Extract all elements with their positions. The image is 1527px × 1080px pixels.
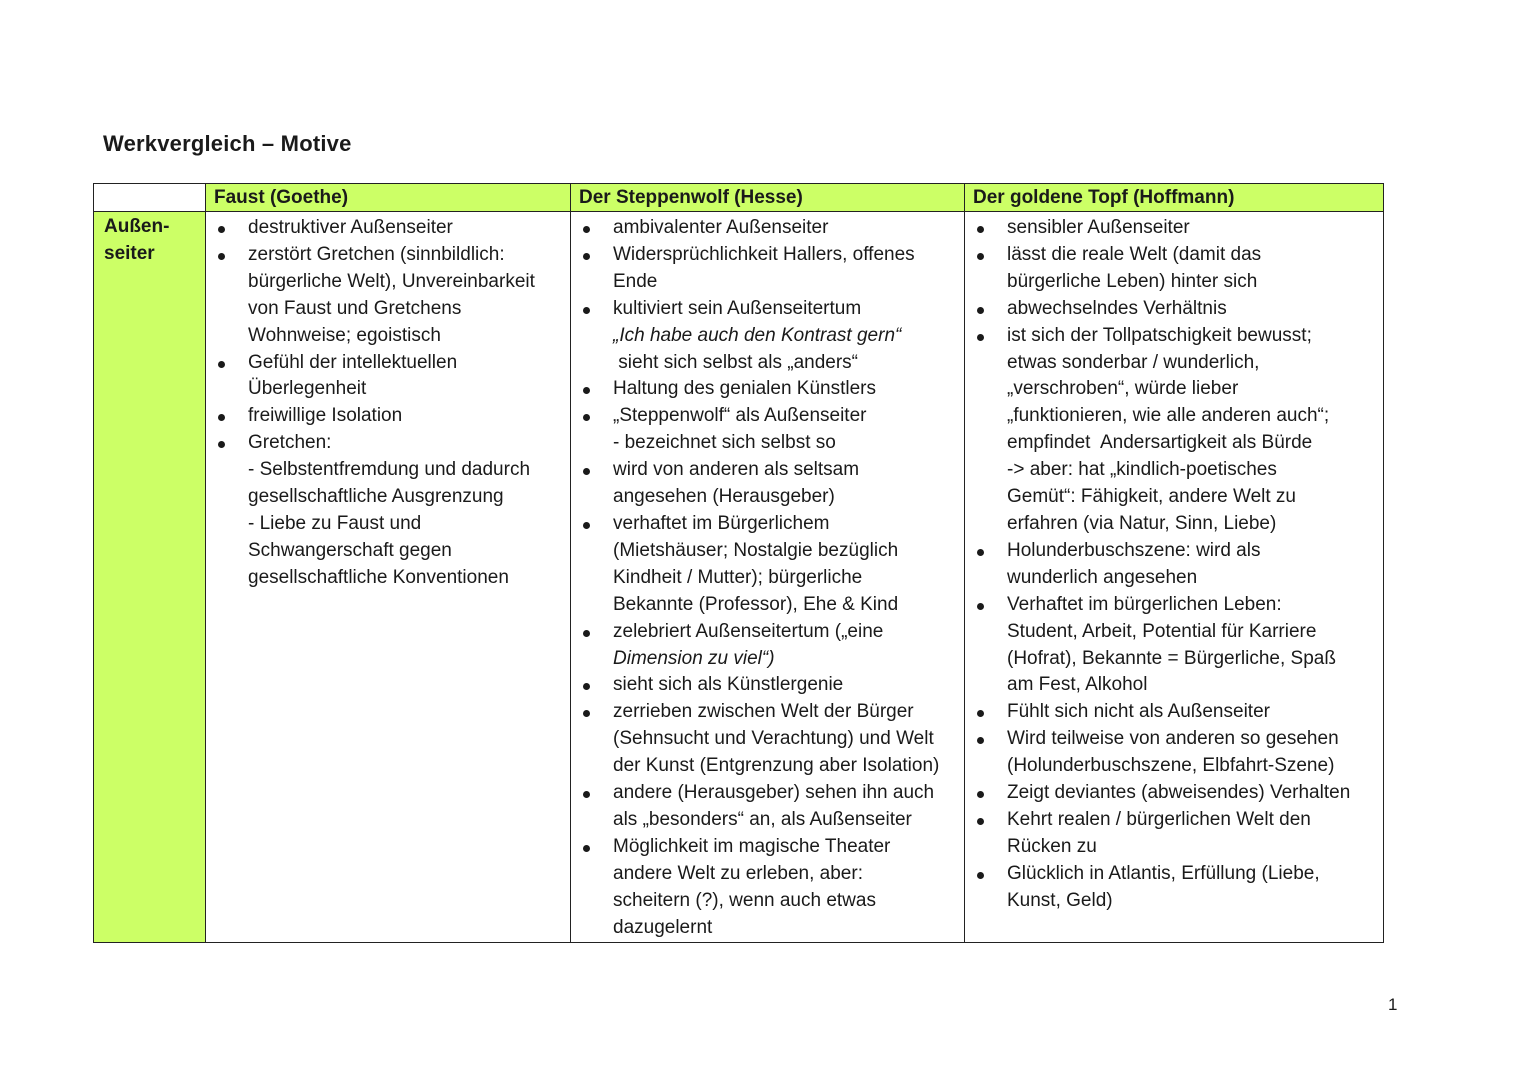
bullet-icon bbox=[583, 387, 590, 394]
line: Student, Arbeit, Potential für Karriere bbox=[1007, 620, 1317, 642]
list-item bbox=[579, 457, 960, 511]
bullet-list-goldene-topf bbox=[973, 215, 1379, 915]
bullet-icon bbox=[977, 307, 984, 314]
bullet-icon bbox=[977, 710, 984, 717]
list-item bbox=[579, 215, 960, 242]
corner-cell bbox=[94, 184, 206, 212]
line: - Selbstentfremdung und dadurch bbox=[248, 459, 531, 481]
line: gesellschaftliche Konventionen bbox=[248, 566, 509, 588]
bullet-icon bbox=[977, 603, 984, 610]
line: Glücklich in Atlantis, Erfüllung (Liebe, bbox=[1007, 862, 1320, 884]
line: gesellschaftliche Ausgrenzung bbox=[248, 486, 504, 508]
line: wird von anderen als seltsam bbox=[613, 459, 860, 481]
list-item bbox=[973, 807, 1379, 861]
list-item bbox=[973, 699, 1379, 726]
line: „funktionieren, wie alle anderen auch“; bbox=[1007, 405, 1330, 427]
line: Haltung des genialen Künstlers bbox=[613, 378, 877, 400]
bullet-icon bbox=[583, 307, 590, 314]
line: empfindet Andersartigkeit als Bürde bbox=[1007, 432, 1313, 454]
row-label-line: seiter bbox=[104, 242, 155, 264]
list-item bbox=[973, 215, 1379, 242]
line: angesehen (Herausgeber) bbox=[613, 486, 835, 508]
line: Ende bbox=[613, 270, 658, 292]
line: bürgerliche Leben) hinter sich bbox=[1007, 270, 1258, 292]
line: verhaftet im Bürgerlichem bbox=[613, 512, 830, 534]
header-goldene-topf: Der goldene Topf (Hoffmann) bbox=[965, 184, 1384, 212]
list-item bbox=[579, 619, 960, 673]
line: Holunderbuschszene: wird als bbox=[1007, 539, 1261, 561]
line: zelebriert Außenseitertum („eine bbox=[613, 620, 884, 642]
cell-goldene-topf bbox=[965, 212, 1384, 943]
line: (Holunderbuschszene, Elbfahrt-Szene) bbox=[1007, 755, 1335, 777]
list-item bbox=[579, 403, 960, 457]
line: ist sich der Tollpatschigkeit bewusst; bbox=[1007, 324, 1312, 346]
line: Kehrt realen / bürgerlichen Welt den bbox=[1007, 808, 1311, 830]
cell-steppenwolf bbox=[571, 212, 965, 943]
line: lässt die reale Welt (damit das bbox=[1007, 243, 1262, 265]
bullet-icon bbox=[583, 791, 590, 798]
line: von Faust und Gretchens bbox=[248, 297, 462, 319]
bullet-icon bbox=[977, 549, 984, 556]
list-item bbox=[579, 296, 960, 377]
list-item bbox=[214, 242, 566, 350]
list-item bbox=[973, 861, 1379, 915]
page-title: Werkvergleich – Motive bbox=[103, 131, 352, 156]
line: Gemüt“: Fähigkeit, andere Welt zu bbox=[1007, 486, 1296, 508]
list-item bbox=[973, 242, 1379, 296]
row-label-line: Außen- bbox=[104, 216, 170, 237]
bullet-icon bbox=[977, 737, 984, 744]
bullet-icon bbox=[977, 818, 984, 825]
bullet-list-steppenwolf bbox=[579, 215, 960, 941]
list-item bbox=[579, 834, 960, 942]
line: bürgerliche Welt), Unvereinbarkeit bbox=[248, 270, 535, 292]
line: Wird teilweise von anderen so gesehen bbox=[1007, 728, 1339, 750]
list-item bbox=[214, 350, 566, 404]
list-item bbox=[214, 403, 566, 430]
line: sieht sich selbst als „anders“ bbox=[613, 351, 858, 373]
line: Überlegenheit bbox=[248, 378, 367, 400]
line: (Hofrat), Bekannte = Bürgerliche, Spaß bbox=[1007, 647, 1336, 669]
line: am Fest, Alkohol bbox=[1007, 674, 1148, 696]
bullet-icon bbox=[583, 845, 590, 852]
line: abwechselndes Verhältnis bbox=[1007, 297, 1227, 319]
line: andere (Herausgeber) sehen ihn auch bbox=[613, 782, 935, 804]
line: -> aber: hat „kindlich-poetisches bbox=[1007, 459, 1277, 481]
bullet-icon bbox=[977, 791, 984, 798]
bullet-icon bbox=[583, 253, 590, 260]
bullet-list-faust bbox=[214, 215, 566, 592]
line: etwas sonderbar / wunderlich, bbox=[1007, 351, 1260, 373]
bullet-icon bbox=[583, 414, 590, 421]
list-item bbox=[973, 592, 1379, 700]
line: wunderlich angesehen bbox=[1007, 566, 1198, 588]
header-steppenwolf: Der Steppenwolf (Hesse) bbox=[571, 184, 965, 212]
row-aussenseiter bbox=[94, 212, 1384, 943]
list-item bbox=[973, 323, 1379, 538]
line: kultiviert sein Außenseitertum bbox=[613, 297, 862, 319]
bullet-icon bbox=[583, 468, 590, 475]
list-item bbox=[214, 430, 566, 591]
bullet-icon bbox=[583, 683, 590, 690]
line: destruktiver Außenseiter bbox=[248, 217, 453, 238]
bullet-icon bbox=[977, 253, 984, 260]
comparison-table bbox=[93, 183, 1384, 943]
line: (Sehnsucht und Verachtung) und Welt bbox=[613, 728, 934, 750]
list-item bbox=[579, 242, 960, 296]
bullet-icon bbox=[218, 414, 225, 421]
line: ambivalenter Außenseiter bbox=[613, 217, 829, 238]
line: „Steppenwolf“ als Außenseiter bbox=[613, 405, 867, 427]
bullet-icon bbox=[218, 441, 225, 448]
line: Kunst, Geld) bbox=[1007, 889, 1113, 911]
line: Bekannte (Professor), Ehe & Kind bbox=[613, 593, 899, 615]
bullet-icon bbox=[977, 872, 984, 879]
line: Zeigt deviantes (abweisendes) Verhalten bbox=[1007, 782, 1351, 804]
line: Möglichkeit im magische Theater bbox=[613, 835, 891, 857]
bullet-icon bbox=[218, 253, 225, 260]
bullet-icon bbox=[977, 334, 984, 341]
line: Rücken zu bbox=[1007, 835, 1097, 857]
list-item bbox=[973, 726, 1379, 780]
cell-faust bbox=[206, 212, 571, 943]
line: erfahren (via Natur, Sinn, Liebe) bbox=[1007, 512, 1277, 534]
line: zerrieben zwischen Welt der Bürger bbox=[613, 701, 914, 723]
line: scheitern (?), wenn auch etwas bbox=[613, 889, 876, 911]
bullet-icon bbox=[218, 361, 225, 368]
line: freiwillige Isolation bbox=[248, 405, 403, 427]
line: Kindheit / Mutter); bürgerliche bbox=[613, 566, 863, 588]
line: sensibler Außenseiter bbox=[1007, 217, 1190, 238]
list-item bbox=[579, 780, 960, 834]
bullet-icon bbox=[583, 710, 590, 717]
list-item bbox=[973, 780, 1379, 807]
header-faust: Faust (Goethe) bbox=[206, 184, 571, 212]
line: - bezeichnet sich selbst so bbox=[613, 432, 836, 454]
line: Gretchen: bbox=[248, 432, 332, 454]
header-row bbox=[94, 184, 1384, 212]
line: „verschroben“, würde lieber bbox=[1007, 378, 1239, 400]
bullet-icon bbox=[583, 226, 590, 233]
line: Fühlt sich nicht als Außenseiter bbox=[1007, 701, 1270, 723]
line: zerstört Gretchen (sinnbildlich: bbox=[248, 243, 505, 265]
row-label-aussenseiter bbox=[94, 212, 206, 943]
line: als „besonders“ an, als Außenseiter bbox=[613, 808, 912, 830]
list-item bbox=[579, 376, 960, 403]
list-item bbox=[973, 538, 1379, 592]
line: Verhaftet im bürgerlichen Leben: bbox=[1007, 593, 1282, 615]
line: Wohnweise; egoistisch bbox=[248, 324, 441, 346]
bullet-icon bbox=[583, 630, 590, 637]
list-item bbox=[214, 215, 566, 242]
page-number: 1 bbox=[1388, 995, 1398, 1014]
line: Gefühl der intellektuellen bbox=[248, 351, 458, 373]
line: sieht sich als Künstlergenie bbox=[613, 674, 844, 696]
line: Schwangerschaft gegen bbox=[248, 539, 452, 561]
quote-line: Dimension zu viel“) bbox=[613, 647, 775, 669]
line: der Kunst (Entgrenzung aber Isolation) bbox=[613, 755, 940, 777]
line: (Mietshäuser; Nostalgie bezüglich bbox=[613, 539, 899, 561]
bullet-icon bbox=[583, 522, 590, 529]
line: andere Welt zu erleben, aber: bbox=[613, 862, 863, 884]
list-item bbox=[579, 672, 960, 699]
line: dazugelernt bbox=[613, 916, 713, 938]
list-item bbox=[579, 511, 960, 619]
quote-line: „Ich habe auch den Kontrast gern“ bbox=[613, 324, 902, 346]
line: - Liebe zu Faust und bbox=[248, 512, 422, 534]
line: Widersprüchlichkeit Hallers, offenes bbox=[613, 243, 915, 265]
list-item bbox=[579, 699, 960, 780]
bullet-icon bbox=[977, 226, 984, 233]
list-item bbox=[973, 296, 1379, 323]
bullet-icon bbox=[218, 226, 225, 233]
